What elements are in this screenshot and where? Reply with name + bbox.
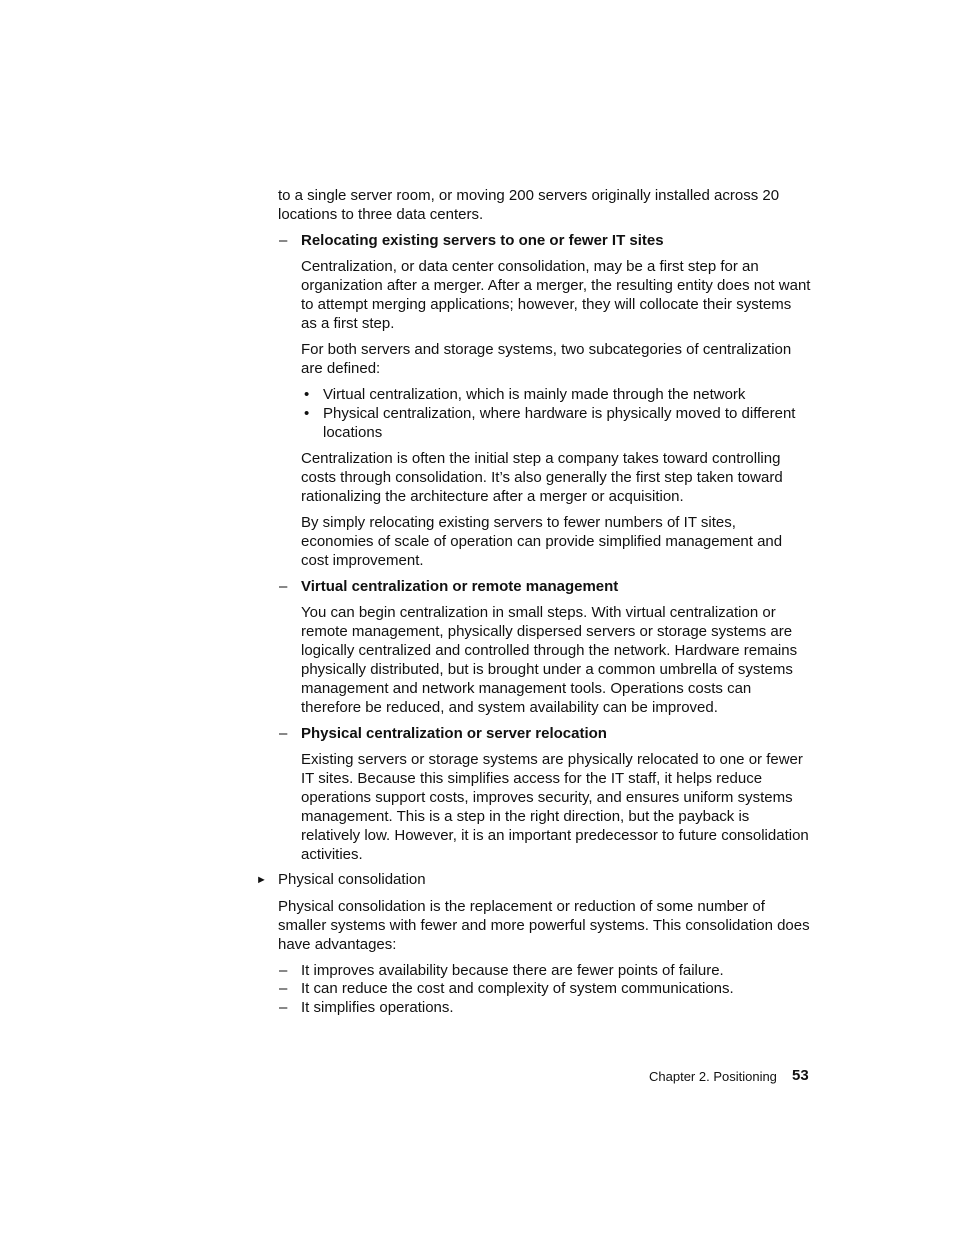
- arrow-bullet-icon: ►: [256, 874, 267, 886]
- relocating-heading: Relocating existing servers to one or fewer IT sites: [301, 232, 664, 249]
- dash-marker: –: [279, 999, 288, 1016]
- virtual-heading: Virtual centralization or remote management: [301, 578, 619, 595]
- footer-chapter: Chapter 2. Positioning: [649, 1069, 777, 1084]
- physical-centralization-heading: Physical centralization or server relocation: [301, 725, 607, 742]
- bullet-marker: •: [304, 386, 310, 403]
- relocating-paragraph-2: For both servers and storage systems, two subcategories of centralization are defined:: [301, 341, 792, 377]
- dash-marker: –: [279, 725, 288, 742]
- physical-consolidation-label: Physical consolidation: [278, 871, 426, 888]
- physical-centralization-paragraph: Existing servers or storage systems are physically relocated to one or fewer IT sites. Because this simplifies access for the IT staff, it helps reduce operations support costs, improves security, and ensures uniform systems management. This is a step in the right direction, but the payback is relatively low. However, it is an important predecessor to future consolidation activities.: [301, 751, 809, 863]
- dash-marker: –: [279, 232, 288, 249]
- relocating-paragraph-4: By simply relocating existing servers to fewer numbers of IT sites, economies of scale of operation can provide simplified management and cost improvement.: [301, 514, 783, 569]
- page-number: 53: [792, 1067, 809, 1084]
- advantage-item: It improves availability because there are fewer points of failure.: [301, 962, 724, 979]
- dash-marker: –: [279, 578, 288, 595]
- dash-marker: –: [279, 962, 288, 979]
- dash-marker: –: [279, 980, 288, 997]
- relocating-paragraph-3: Centralization is often the initial step a company takes toward controlling costs through consolidation. It’s also generally the first step taken toward rationalizing the architecture after a merger or acquisition.: [301, 450, 783, 505]
- relocating-paragraph-1: Centralization, or data center consolidation, may be a first step for an organization after a merger. After a merger, the resulting entity does not want to attempt merging applications; however, they will collocate their systems as a first step.: [301, 258, 811, 332]
- bullet-item: Physical centralization, where hardware is physically moved to different locations: [323, 405, 796, 441]
- physical-consolidation-paragraph: Physical consolidation is the replacement or reduction of some number of smaller systems with fewer and more powerful systems. This consolidation does have advantages:: [278, 898, 810, 953]
- advantage-item: It simplifies operations.: [301, 999, 454, 1016]
- intro-continuation: to a single server room, or moving 200 servers originally installed across 20 locations to three data centers.: [278, 187, 780, 223]
- bullet-item: Virtual centralization, which is mainly made through the network: [323, 386, 746, 403]
- advantage-item: It can reduce the cost and complexity of system communications.: [301, 980, 734, 997]
- bullet-marker: •: [304, 405, 310, 422]
- virtual-paragraph: You can begin centralization in small steps. With virtual centralization or remote management, physically dispersed servers or storage systems are logically centralized and controlled through the network. Hardware remains physically distributed, but is brought under a common umbrella of systems management and network management tools. Operations costs can therefore be reduced, and system availability can be improved.: [301, 604, 798, 716]
